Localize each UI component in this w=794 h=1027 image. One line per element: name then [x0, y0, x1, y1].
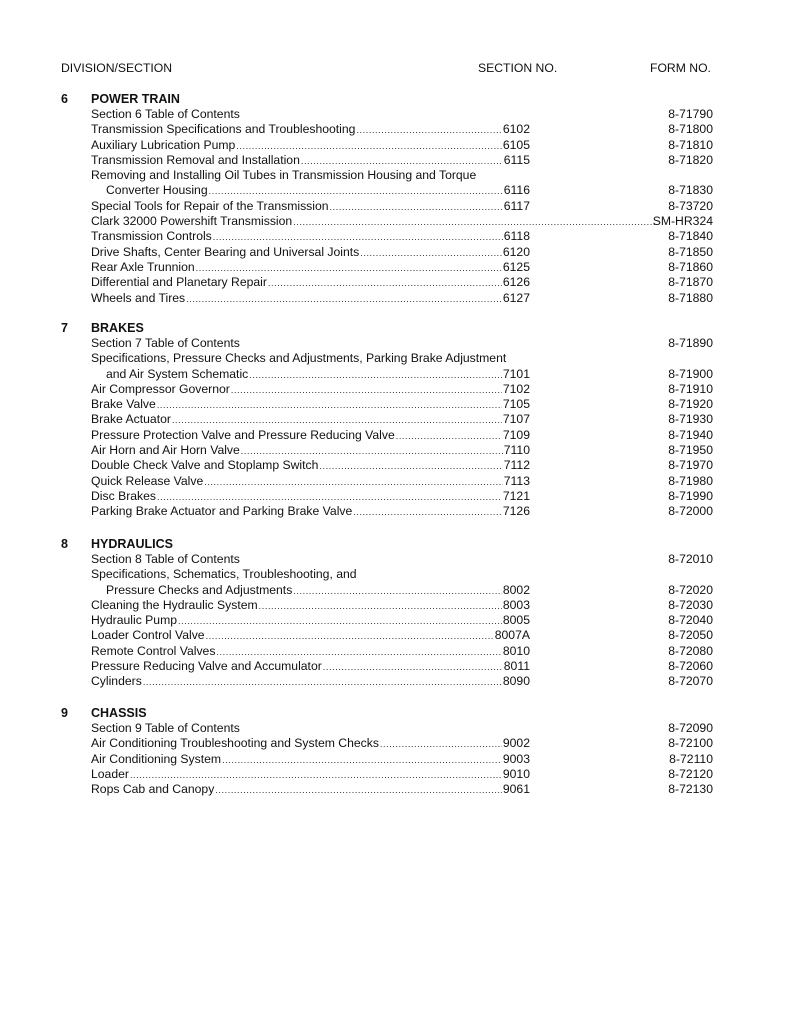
entry-title: Drive Shafts, Center Bearing and Universal Joints — [91, 244, 360, 259]
dot-leader — [293, 215, 655, 230]
entry-title: Rear Axle Trunnion — [91, 259, 195, 274]
entry-title: Transmission Specifications and Troubleshooting — [91, 122, 356, 137]
entry-title: and Air System Schematic — [106, 366, 249, 381]
toc-entry — [0, 138, 794, 153]
entry-title: Section 6 Table of Contents — [91, 107, 240, 121]
section-no: 8090 — [502, 674, 530, 689]
section-no: 6115 — [503, 152, 530, 167]
entry-line — [91, 183, 530, 199]
toc-entry — [0, 752, 794, 767]
dot-leader — [157, 490, 502, 505]
entry-title: Double Check Valve and Stoplamp Switch — [91, 458, 319, 473]
dot-leader — [319, 459, 502, 474]
form-no: 8-72030 — [668, 597, 713, 612]
toc-entry — [0, 412, 794, 427]
entry-title: Quick Release Valve — [91, 473, 204, 488]
toc-entry — [0, 291, 794, 306]
toc-entry — [0, 153, 794, 168]
entry-list — [0, 107, 794, 306]
section-no: 6125 — [502, 259, 530, 274]
form-no: 8-72020 — [668, 582, 713, 597]
entry-title: Air Conditioning Troubleshooting and System Checks — [91, 736, 379, 751]
form-no: 8-72070 — [668, 674, 713, 689]
form-no: 8-72100 — [668, 736, 713, 751]
dot-leader — [241, 444, 503, 459]
entry-line — [91, 782, 530, 798]
entry-line — [91, 168, 530, 183]
section-no: 6102 — [502, 122, 530, 137]
section-no: 8003 — [502, 597, 530, 612]
entry-title: Brake Actuator — [91, 412, 171, 427]
entry-title: Cylinders — [91, 674, 142, 689]
toc-entry — [0, 245, 794, 260]
entry-line — [91, 245, 530, 261]
form-no: 8-71890 — [668, 336, 713, 350]
toc-entry — [0, 552, 794, 567]
section-title: POWER TRAIN — [91, 92, 180, 106]
toc-entry — [0, 767, 794, 782]
entry-line — [91, 674, 530, 690]
dot-leader — [268, 276, 502, 291]
entry-line — [91, 336, 530, 351]
section-title: BRAKES — [91, 321, 144, 335]
toc-entry — [0, 721, 794, 736]
section-no: 9061 — [502, 782, 530, 797]
form-no: 8-71840 — [668, 229, 713, 244]
section-no: 6120 — [502, 244, 530, 259]
dot-leader — [216, 645, 501, 660]
toc-entry — [0, 782, 794, 797]
form-no: 8-71820 — [668, 152, 713, 167]
column-header-form-no: FORM NO. — [650, 61, 711, 75]
form-no: 8-71970 — [668, 458, 713, 473]
toc-entry — [0, 183, 794, 198]
section-no: 7109 — [502, 427, 530, 442]
toc-entry — [0, 351, 794, 366]
section-title: HYDRAULICS — [91, 537, 173, 551]
form-no: 8-71830 — [668, 183, 713, 198]
form-no: 8-72080 — [668, 643, 713, 658]
entry-title: Air Horn and Air Horn Valve — [91, 443, 240, 458]
toc-entry — [0, 443, 794, 458]
dot-leader — [330, 200, 503, 215]
section-no: 7105 — [502, 397, 530, 412]
form-no: 8-71980 — [668, 473, 713, 488]
dot-leader — [353, 505, 502, 520]
form-no: 8-71950 — [668, 443, 713, 458]
form-no: 8-71880 — [668, 290, 713, 305]
entry-title: Pressure Checks and Adjustments — [106, 582, 293, 597]
entry-line — [91, 659, 530, 675]
section-no: 8011 — [503, 659, 530, 674]
section-no: 7110 — [503, 443, 530, 458]
dot-leader — [157, 398, 502, 413]
section-no: 8002 — [502, 582, 530, 597]
form-no: 8-71870 — [668, 275, 713, 290]
toc-entry — [0, 199, 794, 214]
entry-title: Section 7 Table of Contents — [91, 336, 240, 350]
entry-title: Specifications, Pressure Checks and Adjustments, Parking Brake Adjustment — [91, 351, 507, 366]
dot-leader — [172, 413, 502, 428]
section-no: 6126 — [502, 275, 530, 290]
dot-leader — [396, 429, 502, 444]
dot-leader — [356, 123, 501, 138]
entry-line — [91, 628, 530, 644]
form-no: 8-72060 — [668, 659, 713, 674]
dot-leader — [204, 475, 503, 490]
form-no: 8-71790 — [668, 107, 713, 121]
entry-line — [91, 583, 530, 599]
dot-leader — [222, 753, 502, 768]
entry-title: Differential and Planetary Repair — [91, 275, 267, 290]
entry-line — [91, 291, 530, 307]
section-no: 6116 — [503, 183, 530, 198]
form-no: 8-71900 — [668, 366, 713, 381]
section-number: 6 — [61, 92, 68, 106]
section-no: 7107 — [502, 412, 530, 427]
section-no: 7121 — [502, 488, 530, 503]
form-no: 8-71810 — [668, 137, 713, 152]
section-no: 7112 — [503, 458, 530, 473]
entry-line — [91, 752, 530, 768]
entry-line — [91, 138, 530, 154]
entry-list — [0, 721, 794, 797]
form-no: 8-71990 — [668, 488, 713, 503]
entry-line — [91, 552, 530, 567]
entry-list — [0, 552, 794, 690]
entry-line — [91, 229, 530, 245]
entry-title: Rops Cab and Canopy — [91, 782, 215, 797]
entry-title: Section 9 Table of Contents — [91, 721, 240, 735]
dot-leader — [380, 737, 502, 752]
entry-title: Specifications, Schematics, Troubleshooting, and — [91, 567, 357, 582]
toc-entry — [0, 229, 794, 244]
entry-title: Removing and Installing Oil Tubes in Transmission Housing and Torque — [91, 168, 477, 183]
entry-line — [91, 736, 530, 752]
section-no: 9010 — [502, 766, 530, 781]
entry-line — [91, 428, 530, 444]
toc-entry — [0, 336, 794, 351]
form-no: 8-71940 — [668, 427, 713, 442]
toc-entry — [0, 598, 794, 613]
toc-entry — [0, 567, 794, 582]
form-no: 8-71910 — [668, 381, 713, 396]
entry-title: Wheels and Tires — [91, 290, 186, 305]
section-no: 8007A — [494, 628, 530, 643]
form-no: 8-72130 — [668, 782, 713, 797]
entry-title: Parking Brake Actuator and Parking Brake Valve — [91, 504, 353, 519]
section-no: 6127 — [502, 290, 530, 305]
entry-title: Air Compressor Governor — [91, 381, 230, 396]
section-no: 8010 — [502, 643, 530, 658]
section-no: 9002 — [502, 736, 530, 751]
toc-entry — [0, 489, 794, 504]
entry-line — [91, 153, 530, 169]
dot-leader — [301, 154, 503, 169]
entry-line — [91, 199, 530, 215]
form-no: 8-71860 — [668, 259, 713, 274]
entry-title: Auxiliary Lubrication Pump — [91, 137, 236, 152]
form-no: 8-71800 — [668, 122, 713, 137]
toc-entry — [0, 275, 794, 290]
entry-line — [91, 351, 530, 366]
form-no: 8-72110 — [669, 751, 713, 766]
column-header-section-no: SECTION NO. — [478, 61, 558, 75]
entry-line — [91, 567, 530, 582]
toc-entry — [0, 397, 794, 412]
entry-title: Air Conditioning System — [91, 751, 222, 766]
entry-list — [0, 336, 794, 520]
entry-title: Transmission Controls — [91, 229, 212, 244]
entry-line — [91, 107, 530, 122]
toc-entry — [0, 168, 794, 183]
dot-leader — [209, 184, 503, 199]
section-no: 6118 — [503, 229, 530, 244]
section-number: 7 — [61, 321, 68, 335]
dot-leader — [249, 368, 502, 383]
entry-line — [91, 767, 530, 783]
section-number: 9 — [61, 706, 68, 720]
section-no: 8005 — [502, 613, 530, 628]
entry-title: Section 8 Table of Contents — [91, 552, 240, 566]
entry-line — [91, 443, 530, 459]
entry-title: Loader — [91, 766, 129, 781]
entry-line — [91, 598, 530, 614]
toc-entry — [0, 214, 794, 229]
entry-line — [91, 412, 530, 428]
toc-entry — [0, 613, 794, 628]
toc-entry — [0, 583, 794, 598]
dot-leader — [231, 383, 502, 398]
entry-line — [91, 644, 530, 660]
form-no: 8-72000 — [668, 504, 713, 519]
toc-entry — [0, 122, 794, 137]
dot-leader — [215, 783, 502, 798]
toc-entry — [0, 736, 794, 751]
dot-leader — [186, 292, 502, 307]
toc-entry — [0, 644, 794, 659]
entry-title: Transmission Removal and Installation — [91, 152, 300, 167]
entry-title: Converter Housing — [106, 183, 208, 198]
entry-title: Cleaning the Hydraulic System — [91, 597, 258, 612]
toc-entry — [0, 458, 794, 473]
dot-leader — [236, 139, 502, 154]
toc-entry — [0, 474, 794, 489]
toc-entry — [0, 504, 794, 519]
entry-title: Disc Brakes — [91, 488, 157, 503]
form-no: 8-72050 — [668, 628, 713, 643]
section-number: 8 — [61, 537, 68, 551]
form-no: 8-73720 — [668, 198, 713, 213]
form-no: 8-72040 — [668, 613, 713, 628]
dot-leader — [259, 599, 502, 614]
dot-leader — [323, 660, 503, 675]
toc-entry — [0, 367, 794, 382]
section-title: CHASSIS — [91, 706, 147, 720]
entry-title: Loader Control Valve — [91, 628, 205, 643]
entry-line — [91, 458, 530, 474]
dot-leader — [178, 614, 502, 629]
entry-title: Pressure Reducing Valve and Accumulator — [91, 659, 322, 674]
toc-entry — [0, 382, 794, 397]
entry-line — [91, 214, 656, 230]
form-no: 8-72010 — [668, 552, 713, 566]
entry-line — [91, 275, 530, 291]
entry-line — [91, 260, 530, 276]
toc-entry — [0, 107, 794, 122]
toc-entry — [0, 428, 794, 443]
toc-entry — [0, 659, 794, 674]
entry-title: Remote Control Valves — [91, 643, 216, 658]
form-no: 8-71850 — [668, 244, 713, 259]
dot-leader — [360, 246, 502, 261]
column-header-division: DIVISION/SECTION — [61, 61, 173, 75]
form-no: SM-HR324 — [652, 214, 713, 229]
dot-leader — [143, 675, 502, 690]
section-no: 9003 — [502, 751, 530, 766]
dot-leader — [196, 261, 502, 276]
entry-line — [91, 721, 530, 736]
entry-line — [91, 382, 530, 398]
dot-leader — [213, 230, 503, 245]
entry-title: Brake Valve — [91, 397, 156, 412]
form-no: 8-71920 — [668, 397, 713, 412]
dot-leader — [206, 629, 494, 644]
entry-line — [91, 613, 530, 629]
section-no: 7113 — [503, 473, 530, 488]
dot-leader — [293, 584, 502, 599]
form-no: 8-72090 — [668, 721, 713, 735]
entry-title: Hydraulic Pump — [91, 613, 178, 628]
entry-line — [91, 367, 530, 383]
section-no: 6117 — [503, 198, 530, 213]
entry-line — [91, 397, 530, 413]
entry-line — [91, 504, 530, 520]
entry-title: Clark 32000 Powershift Transmission — [91, 214, 293, 229]
form-no: 8-71930 — [668, 412, 713, 427]
entry-line — [91, 474, 530, 490]
entry-title: Special Tools for Repair of the Transmission — [91, 198, 329, 213]
entry-line — [91, 489, 530, 505]
form-no: 8-72120 — [668, 766, 713, 781]
toc-entry — [0, 674, 794, 689]
section-no: 7126 — [502, 504, 530, 519]
entry-line — [91, 122, 530, 138]
section-no: 7101 — [502, 366, 530, 381]
section-no: 6105 — [502, 137, 530, 152]
section-no: 7102 — [502, 381, 530, 396]
dot-leader — [130, 768, 502, 783]
toc-entry — [0, 260, 794, 275]
entry-title: Pressure Protection Valve and Pressure Reducing Valve — [91, 427, 395, 442]
toc-entry — [0, 628, 794, 643]
